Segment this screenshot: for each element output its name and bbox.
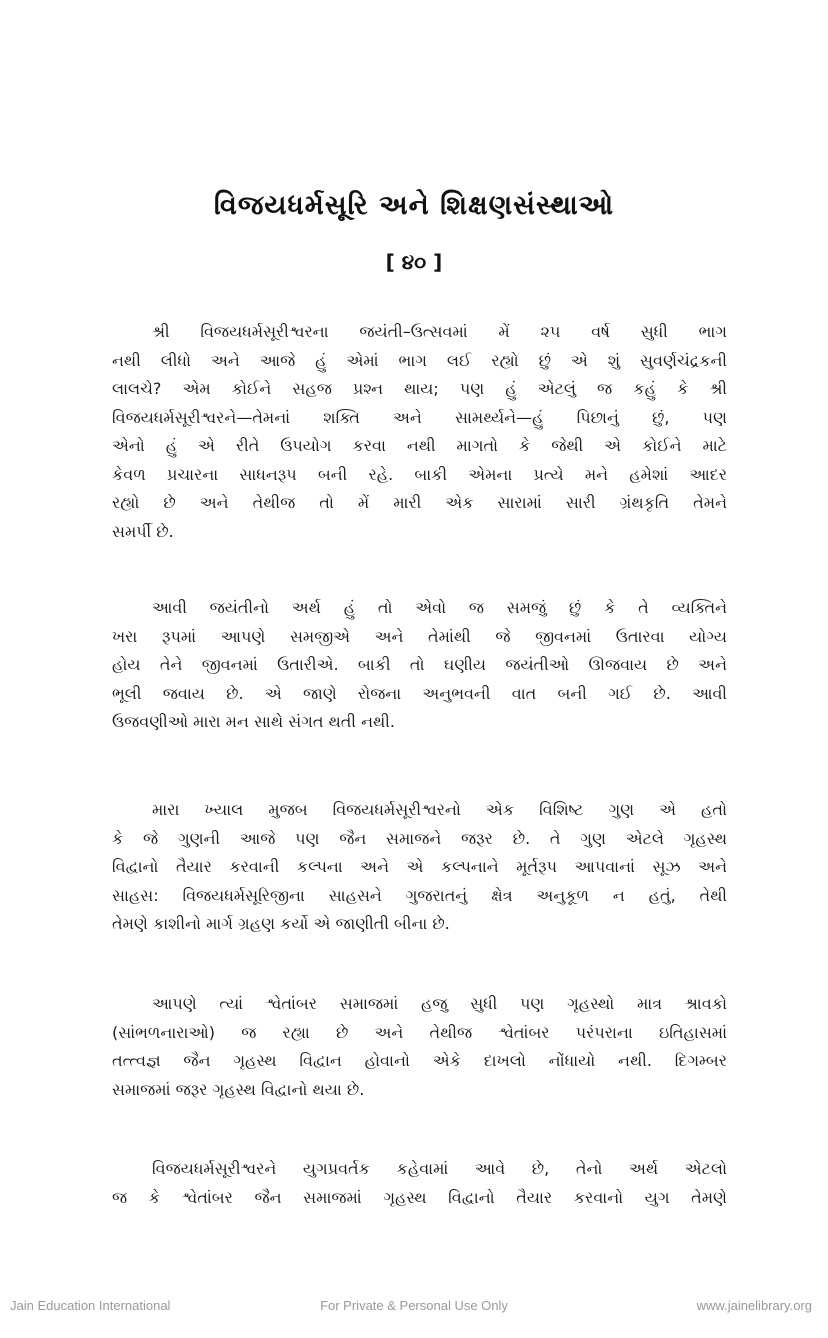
paragraph-line: લાલચે? એમ કોઈને સહજ પ્રશ્ન થાય; પણ હું એટલું જ કહું કે શ્રી [112,379,727,398]
paragraph-line: એનો હું એ રીતે ઉપયોગ કરવા નથી માગતો કે જેથી એ કોઈને માટે [112,436,727,455]
footer-usage-notice: For Private & Personal Use Only [320,1298,508,1313]
paragraph-line: વિદ્વાનો તૈયાર કરવાની કલ્પના અને એ કલ્પનાને મૂર્તરૂપ આપવાનાં સૂઝ અને [112,857,727,876]
paragraph-3 [112,796,727,939]
paragraph-line: ઉજવણીઓ મારા મન સાથે સંગત થતી નથી. [112,712,395,731]
paragraph-line: હોય તેને જીવનમાં ઉતારીએ. બાકી તો ઘણીય જયંતીઓ ઊજવાય છે અને [112,655,727,674]
paragraph-line: ખરા રૂપમાં આપણે સમજીએ અને તેમાંથી જે જીવનમાં ઉતારવા યોગ્ય [112,626,727,646]
paragraph-line: સાહસ: વિજયધર્મસૂરિજીના સાહસને ગુજરાતનું ક્ષેત્ર અનુકૂળ ન હતું, તેથી [112,885,727,905]
paragraph-line: આપણે ત્યાં શ્વેતાંબર સમાજમાં હજુ સુધી પણ ગૃહસ્થો માત્ર શ્રાવકો [152,994,727,1013]
page-title: વિજયધર્મસૂરિ અને શિક્ષણસંસ્થાઓ [213,190,615,221]
paragraph-line: સમર્પી છે. [112,521,174,541]
paragraph-line: તત્ત્વજ્ઞ જૈન ગૃહસ્થ વિદ્વાન હોવાનો એકે દાખલો નોંધાયો નથી. દિગમ્બર [112,1051,727,1070]
paragraph-line: તેમણે કાશીનો માર્ગ ગ્રહણ કર્યો એ જાણીતી બીના છે. [112,914,450,933]
paragraph-line: મારા ખ્યાલ મુજબ વિજયધર્મસૂરીશ્વરનો એક વિશિષ્ટ ગુણ એ હતો [152,800,727,819]
paragraph-line: આવી જયંતીનો અર્થ હું તો એવો જ સમજું છું કે તે વ્યક્તિને [152,598,727,617]
paragraph-line: સમાજમાં જરૂર ગૃહસ્થ વિદ્વાનો થયા છે. [112,1079,365,1099]
footer-publisher: Jain Education International [10,1298,171,1313]
paragraph-5 [112,1155,727,1212]
paragraph-line: વિજયધર્મસૂરીશ્વરને—તેમનાં શક્તિ અને સામર્થ્યને—હું પિછાનું છું, પણ [112,407,727,427]
paragraph-line: રહ્યો છે અને તેથીજ તો મેં મારી એક સારામાં સારી ગ્રંથકૃતિ તેમને [112,493,727,512]
footer-website-link[interactable]: www.jainelibrary.org [696,1298,812,1313]
paragraph-line: વિજયધર્મસૂરીશ્વરને યુગપ્રવર્તક કહેવામાં આવે છે, તેનો અર્થ એટલો [152,1159,727,1178]
paragraph-line: ભૂલી જવાય છે. એ જાણે રોજના અનુભવની વાત બની ગઈ છે. આવી [112,683,727,703]
paragraph-line: નથી લીધો અને આજે હું એમાં ભાગ લઈ રહ્યો છું એ શું સુવર્ણચંદ્રકની [112,350,727,370]
paragraph-4 [112,990,727,1104]
page-number: [ ૪૦ ] [385,250,443,274]
paragraph-line: કે જે ગુણની આજે પણ જૈન સમાજને જરૂર છે. તે ગુણ એટલે ગૃહસ્થ [112,828,727,848]
paragraph-line: (સાંભળનારાઓ) જ રહ્યા છે અને તેથીજ શ્વેતાંબર પરંપરાના ઇતિહાસમાં [112,1022,727,1042]
paragraph-line: કેવળ પ્રચારના સાધનરૂપ બની રહે. બાકી એમના પ્રત્યે મને હમેશાં આદર [112,464,727,484]
paragraph-line: જ કે શ્વેતાંબર જૈન સમાજમાં ગૃહસ્થ વિદ્વાનો તૈયાર કરવાનો યુગ તેમણે [112,1187,727,1207]
paragraph-1 [112,318,727,546]
paragraph-2 [112,594,727,737]
paragraph-line: શ્રી વિજયધર્મસૂરીશ્વરના જયંતી–ઉત્સવમાં મેં ૨૫ વર્ષ સુધી ભાગ [152,322,727,341]
